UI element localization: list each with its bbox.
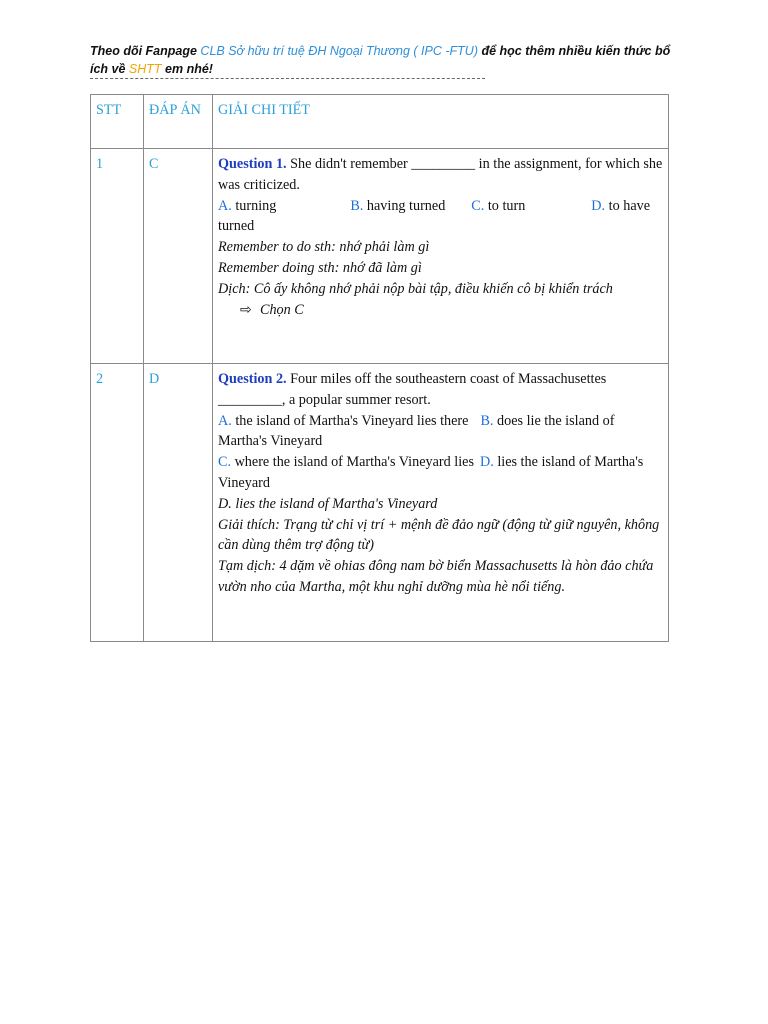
- option-d-letter: D.: [479, 454, 494, 471]
- option-a-text: turning: [231, 197, 277, 214]
- option-b-letter: B.: [350, 197, 364, 214]
- row-detail: [213, 149, 669, 364]
- choose-text: Chọn C: [260, 301, 304, 318]
- row-stt: 1: [91, 149, 144, 364]
- options-line: [218, 452, 663, 494]
- option-c-letter: C.: [218, 454, 232, 471]
- table-row: [91, 149, 669, 364]
- row-answer: D: [144, 364, 213, 642]
- table-row: [91, 364, 669, 642]
- arrow-right-icon: ⇨: [240, 301, 252, 318]
- header-stt: STT: [91, 95, 144, 149]
- option-d-text: lies the island of Martha's Vineyard: [218, 454, 644, 491]
- choose-line: [218, 300, 663, 321]
- banner-suffix: em nhé!: [161, 62, 213, 76]
- option-c-text: where the island of Martha's Vineyard lies: [231, 454, 474, 471]
- note-line: Remember to do sth: nhớ phải làm gì: [218, 239, 430, 256]
- translation-line: Tạm dịch: 4 dặm về ohias đông nam bờ biển Massachusetts là hòn đảo chứa vườn nho của Martha, một khu nghỉ dưỡng mùa hè nổi tiếng.: [218, 558, 654, 595]
- table-header-row: [91, 95, 669, 149]
- shtt-label: SHTT: [128, 62, 162, 76]
- dashed-divider: [90, 78, 485, 79]
- question-line: [218, 154, 663, 196]
- option-a-letter: A.: [218, 197, 232, 214]
- header-answer: ĐÁP ÁN: [144, 95, 213, 149]
- options-line: [218, 196, 663, 238]
- question-text: Four miles off the southeastern coast of Massachusettes _________, a popular summer resort.: [218, 371, 607, 408]
- explanation-line: Giải thích: Trạng từ chỉ vị trí + mệnh đề đảo ngữ (động từ giữ nguyên, không cần dùng thêm trợ động từ): [218, 516, 660, 554]
- option-b-letter: B.: [480, 412, 494, 429]
- club-name-link[interactable]: CLB Sở hữu trí tuệ ĐH Ngoại Thương ( IPC -FTU): [200, 44, 478, 58]
- question-text: She didn't remember _________ in the assignment, for which she was criticized.: [218, 156, 663, 193]
- banner-mid: để học thêm nhiều kiến thức bổ ích về: [90, 44, 671, 76]
- option-c-text: to turn: [484, 197, 526, 214]
- row-detail: [213, 364, 669, 642]
- answer-table: [90, 94, 669, 642]
- note-line: Remember doing sth: nhớ đã làm gì: [218, 259, 422, 276]
- option-d-text: to have turned: [218, 197, 651, 235]
- row-answer: C: [144, 149, 213, 364]
- translation-line: Dịch: Cô ấy không nhớ phải nộp bài tập, điều khiến cô bị khiển trách: [218, 280, 613, 297]
- option-b-text: does lie the island of Martha's Vineyard: [218, 412, 615, 450]
- option-a-letter: A.: [218, 412, 232, 429]
- answer-restated-line: D. lies the island of Martha's Vineyard: [218, 495, 438, 512]
- header-detail: GIẢI CHI TIẾT: [213, 95, 669, 149]
- options-line: [218, 411, 663, 453]
- question-line: [218, 369, 663, 411]
- option-b-text: having turned: [363, 197, 446, 214]
- question-label: Question 1.: [218, 156, 287, 172]
- option-a-text: the island of Martha's Vineyard lies there: [231, 412, 469, 429]
- question-label: Question 2.: [218, 371, 287, 387]
- option-c-letter: C.: [471, 197, 485, 214]
- banner-prefix: Theo dõi Fanpage: [90, 44, 201, 58]
- fanpage-banner: [90, 42, 690, 78]
- row-stt: 2: [91, 364, 144, 642]
- option-d-letter: D.: [591, 197, 606, 214]
